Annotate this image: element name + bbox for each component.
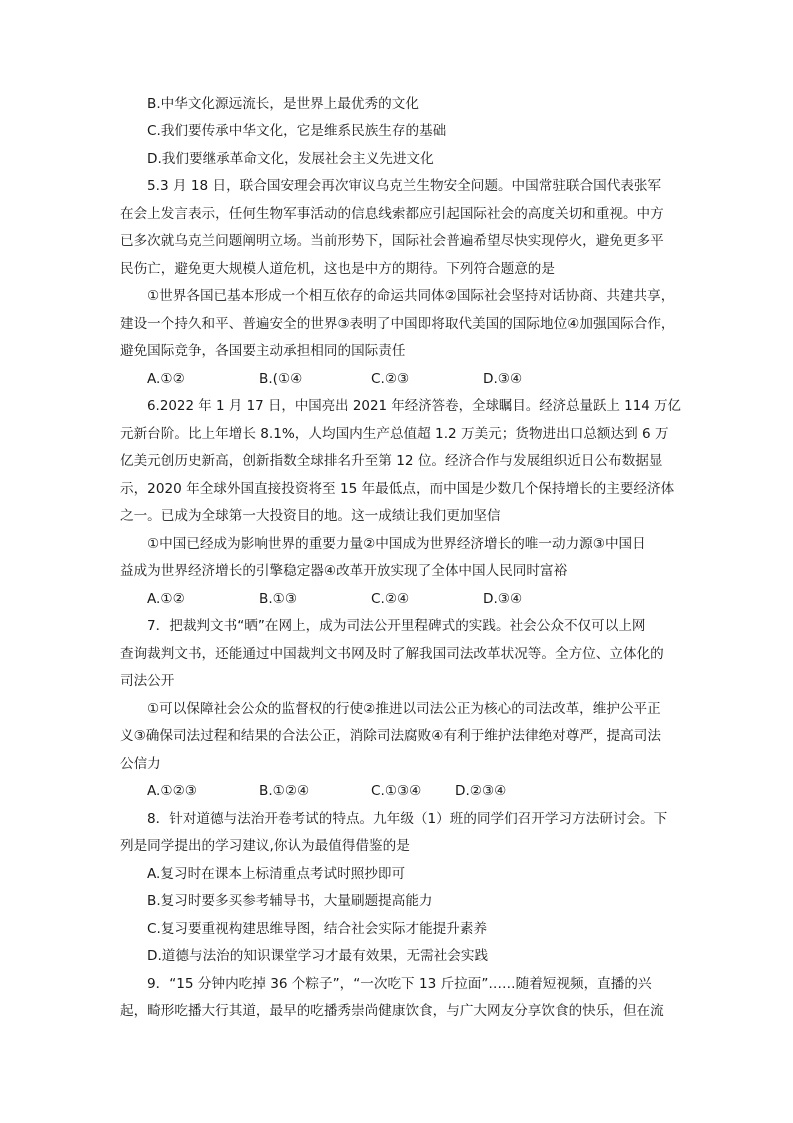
q4-option-d: D.我们要继承革命文化，发展社会主义先进文化 bbox=[147, 151, 434, 167]
q5-stem-line: 在会上发言表示，任何生物军事活动的信息线索都应引起国际社会的高度关切和重视。中方 bbox=[120, 206, 664, 222]
q6-statement-line: ①中国已经成为影响世界的重要力量②中国成为世界经济增长的唯一动力源③中国日 bbox=[147, 536, 646, 552]
q5-stem-line: 已多次就乌克兰问题阐明立场。当前形势下，国际社会普遍希望尽快实现停火，避免更多平 bbox=[120, 233, 664, 249]
q7-stem-line: 7．把裁判文书“晒”在网上，成为司法公开里程碑式的实践。社会公众不仅可以上网 bbox=[147, 618, 646, 634]
q6-stem-line: 示，2020 年全球外国直接投资将至 15 年最低点，而中国是少数几个保持增长的主要经济体 bbox=[120, 481, 675, 497]
q6-option-a: A.①② bbox=[147, 591, 185, 607]
q5-statement-line: 建设一个持久和平、普遍安全的世界③表明了中国即将取代美国的国际地位④加强国际合作， bbox=[120, 316, 675, 332]
q9-stem-line: 9．“15 分钟内吃掉 36 个粽子”，“一次吃下 13 斤拉面”……随着短视频，直播的兴 bbox=[147, 976, 652, 992]
q6-option-d: D.③④ bbox=[483, 591, 523, 607]
q6-stem-line: 之一。已成为全球第一大投资目的地。这一成绩让我们更加坚信 bbox=[120, 508, 501, 524]
q7-option-c: C.①③④ bbox=[371, 783, 422, 799]
q7-option-a: A.①②③ bbox=[147, 783, 197, 799]
q4-option-c: C.我们要传承中华文化，它是维系民族生存的基础 bbox=[147, 123, 447, 139]
q6-stem-line: 亿美元创历史新高，创新指数全球排名升至第 12 位。经济合作与发展组织近日公布数据显 bbox=[120, 453, 663, 469]
q6-option-b: B.①③ bbox=[259, 591, 298, 607]
q8-option-a: A.复习时在课本上标清重点考试时照抄即可 bbox=[147, 866, 406, 882]
q7-statement-line: 义③确保司法过程和结果的合法公正，消除司法腐败④有利于维护法律绝对尊严，提高司法 bbox=[120, 728, 661, 744]
q9-stem-line: 起，畸形吃播大行其道，最早的吃播秀崇尚健康饮食，与广大网友分享饮食的快乐，但在流 bbox=[120, 1003, 664, 1019]
q7-option-b: B.①②④ bbox=[259, 783, 310, 799]
q6-stem-line: 6.2022 年 1 月 17 日，中国亮出 2021 年经济答卷，全球瞩目。经济总量跃上 114 万亿 bbox=[147, 398, 681, 414]
q5-option-d: D.③④ bbox=[483, 371, 523, 387]
q5-statement-line: ①世界各国已基本形成一个相互依存的命运共同体②国际社会坚持对话协商、共建共享， bbox=[147, 288, 675, 304]
q7-statement-line: 公信力 bbox=[120, 756, 161, 772]
q4-option-b: B.中华文化源远流长，是世界上最优秀的文化 bbox=[147, 96, 419, 112]
q7-stem-line: 查询裁判文书，还能通过中国裁判文书网及时了解我国司法改革状况等。全方位、立体化的 bbox=[120, 646, 664, 662]
q5-option-b: B.(①④ bbox=[259, 371, 303, 387]
q7-stem-line: 司法公开 bbox=[120, 673, 175, 689]
q8-option-d: D.道德与法治的知识课堂学习才最有效果，无需社会实践 bbox=[147, 948, 489, 964]
q7-statement-line: ①可以保障社会公众的监督权的行使②推进以司法公正为核心的司法改革，维护公平正 bbox=[147, 701, 661, 717]
q5-stem-line: 民伤亡，避免更大规模人道危机，这也是中方的期待。下列符合题意的是 bbox=[120, 261, 555, 277]
q5-statement-line: 避免国际竞争，各国要主动承担相同的国际责任 bbox=[120, 343, 406, 359]
q7-option-d: D.②③④ bbox=[455, 783, 507, 799]
q6-statement-line: 益成为世界经济增长的引擎稳定器④改革开放实现了全体中国人民同时富裕 bbox=[120, 563, 568, 579]
q5-option-a: A.①② bbox=[147, 371, 185, 387]
q6-option-c: C.②④ bbox=[371, 591, 410, 607]
q8-option-b: B.复习时要多买参考辅导书，大量刷题提高能力 bbox=[147, 893, 433, 909]
q5-option-c: C.②③ bbox=[371, 371, 410, 387]
q8-stem-line: 列是同学提出的学习建议,你认为最值得借鉴的是 bbox=[120, 838, 410, 854]
q8-option-c: C.复习要重视构建思维导图，结合社会实际才能提升素养 bbox=[147, 921, 488, 937]
q5-stem-line: 5.3 月 18 日，联合国安理会再次审议乌克兰生物安全问题。中国常驻联合国代表张军 bbox=[147, 178, 662, 194]
q8-stem-line: 8．针对道德与法治开卷考试的特点。九年级（1）班的同学们召开学习方法研讨会。下 bbox=[147, 811, 668, 827]
q6-stem-line: 元新台阶。比上年增长 8.1%，人均国内生产总值超 1.2 万美元；货物进出口总额达到 6 万 bbox=[120, 426, 669, 442]
